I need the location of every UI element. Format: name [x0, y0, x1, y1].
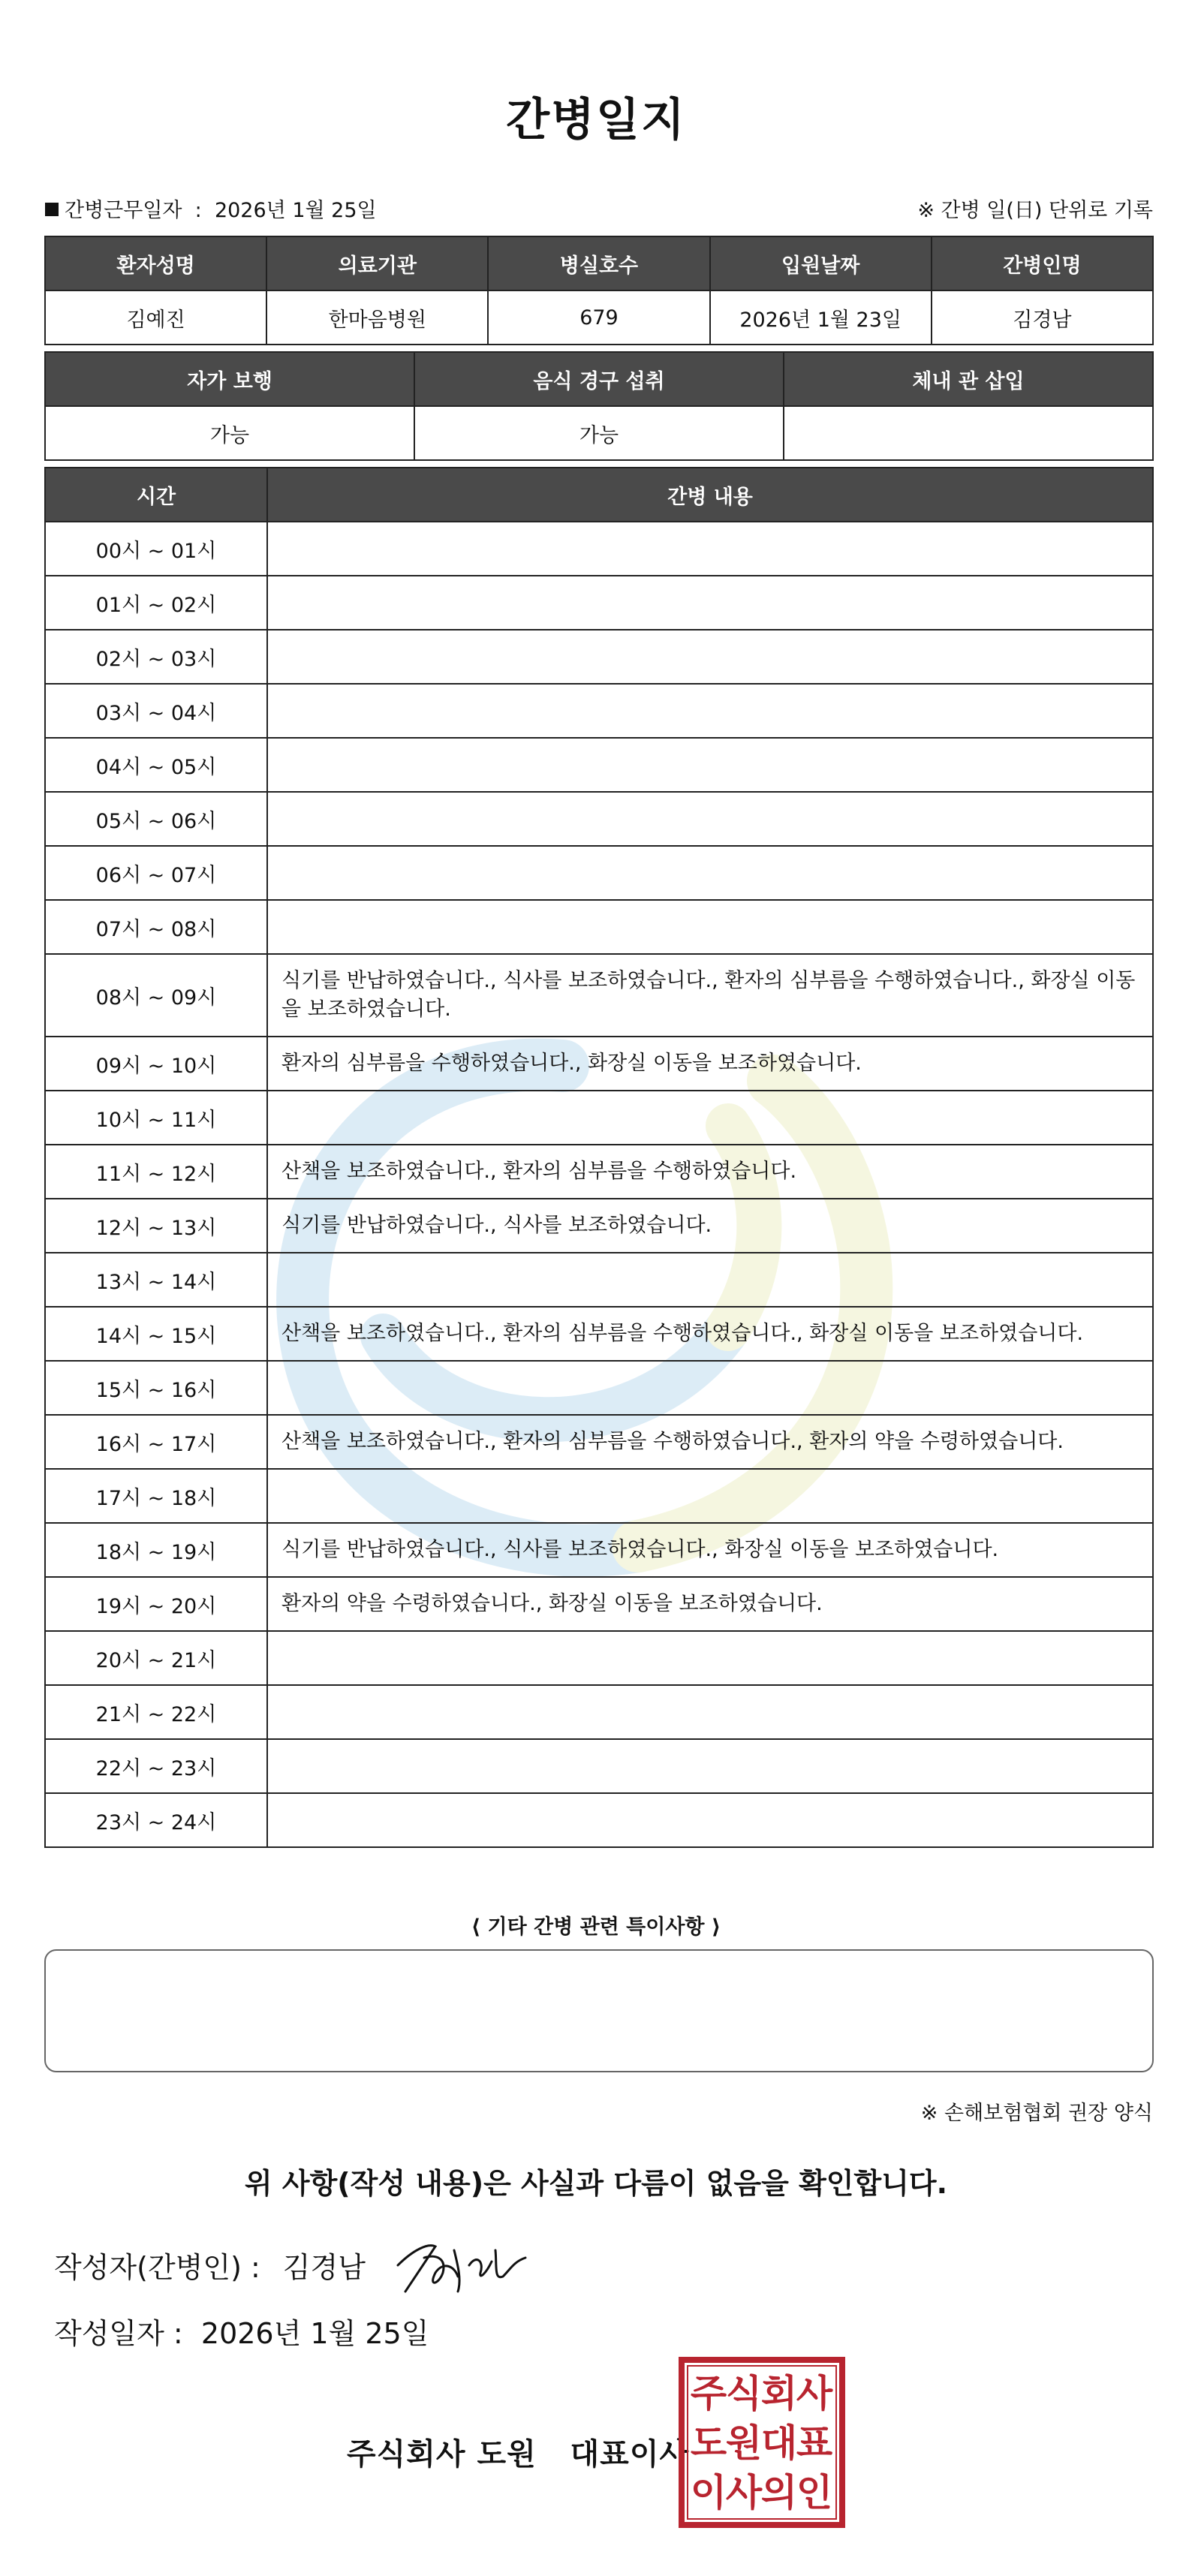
seal-char: 도: [690, 2421, 727, 2465]
care-content: 산책을 보조하였습니다., 환자의 심부름을 수행하였습니다., 화장실 이동을 보조하였습니다.: [267, 1307, 1153, 1361]
special-notes-title: ⟨ 기타 간병 관련 특이사항 ⟩: [471, 1915, 721, 1939]
care-content: [267, 738, 1153, 792]
writer-name: 김경남: [282, 2251, 366, 2284]
work-date: [45, 194, 377, 223]
table-row: [45, 684, 1153, 738]
header-oral-intake: 음식 경구 섭취: [414, 352, 784, 406]
bullet-square-icon: [45, 203, 59, 216]
care-content: [267, 1361, 1153, 1415]
admission-date: 2026년 1월 23일: [710, 290, 932, 345]
time-slot: 03시 ~ 04시: [45, 684, 267, 738]
table-row: [45, 290, 1153, 345]
seal-char: 회: [760, 2372, 798, 2415]
header-care-content: 간병 내용: [267, 468, 1153, 522]
table-row: [45, 1685, 1153, 1739]
table-row: [45, 1145, 1153, 1199]
seal-char: 원: [725, 2421, 763, 2465]
header-caregiver: 간병인명: [932, 236, 1153, 290]
time-slot: 04시 ~ 05시: [45, 738, 267, 792]
written-date-line: [54, 2310, 429, 2352]
care-content: [267, 1793, 1153, 1847]
work-date-value: 2026년 1월 25일: [214, 199, 377, 222]
work-date-label: 간병근무일자: [65, 199, 182, 222]
table-row: [45, 1307, 1153, 1361]
care-content: [267, 1091, 1153, 1145]
page-title: 간병일지: [506, 94, 686, 146]
care-content: 산책을 보조하였습니다., 환자의 심부름을 수행하였습니다., 환자의 약을 수령하였습니다.: [267, 1415, 1153, 1469]
care-content: 환자의 심부름을 수행하였습니다., 화장실 이동을 보조하였습니다.: [267, 1037, 1153, 1091]
table-row: [45, 846, 1153, 900]
header-self-walking: 자가 보행: [45, 352, 414, 406]
time-slot: 06시 ~ 07시: [45, 846, 267, 900]
seal-char: 인: [796, 2471, 833, 2514]
insurer-note: ※ 손해보험협회 권장 양식: [920, 2102, 1153, 2125]
time-slot: 21시 ~ 22시: [45, 1685, 267, 1739]
table-row: [45, 954, 1153, 1037]
header-room: 병실호수: [488, 236, 709, 290]
seal-char: 이: [690, 2471, 727, 2514]
table-row: [45, 522, 1153, 576]
seal-char: 의: [760, 2471, 798, 2514]
table-header-row: [45, 468, 1153, 522]
time-slot: 20시 ~ 21시: [45, 1631, 267, 1685]
written-date-value: 2026년 1월 25일: [200, 2317, 429, 2350]
writer-label: 작성자(간병인) :: [54, 2251, 260, 2284]
time-slot: 00시 ~ 01시: [45, 522, 267, 576]
table-row: [45, 1037, 1153, 1091]
oral-intake: 가능: [414, 406, 784, 460]
hospital: 한마음병원: [266, 290, 488, 345]
time-slot: 16시 ~ 17시: [45, 1415, 267, 1469]
time-slot: 11시 ~ 12시: [45, 1145, 267, 1199]
table-row: [45, 1361, 1153, 1415]
table-row: [45, 1793, 1153, 1847]
time-slot: 07시 ~ 08시: [45, 900, 267, 954]
care-content: [267, 630, 1153, 684]
care-content: [267, 522, 1153, 576]
table-row: [45, 1199, 1153, 1253]
tube-insertion: [784, 406, 1153, 460]
time-slot: 19시 ~ 20시: [45, 1577, 267, 1631]
header-patient-name: 환자성명: [45, 236, 266, 290]
care-log-table: [44, 467, 1154, 1848]
table-row: [45, 738, 1153, 792]
care-content: [267, 1739, 1153, 1793]
care-content: [267, 576, 1153, 630]
table-row: [45, 630, 1153, 684]
special-notes-box: [44, 1949, 1154, 2072]
work-date-sep: :: [194, 199, 202, 222]
seal-char: 대: [760, 2421, 798, 2465]
care-content: [267, 792, 1153, 846]
table-row: [45, 576, 1153, 630]
time-slot: 10시 ~ 11시: [45, 1091, 267, 1145]
care-content: [267, 1253, 1153, 1307]
time-slot: 18시 ~ 19시: [45, 1523, 267, 1577]
time-slot: 22시 ~ 23시: [45, 1739, 267, 1793]
time-slot: 02시 ~ 03시: [45, 630, 267, 684]
table-row: [45, 406, 1153, 460]
care-content: [267, 846, 1153, 900]
written-date-label: 작성일자 :: [54, 2317, 183, 2350]
confirmation-statement: 위 사항(작성 내용)은 사실과 다름이 없음을 확인합니다.: [244, 2167, 948, 2200]
time-slot: 08시 ~ 09시: [45, 954, 267, 1037]
patient-status-table: [44, 351, 1154, 461]
time-slot: 23시 ~ 24시: [45, 1793, 267, 1847]
time-slot: 12시 ~ 13시: [45, 1199, 267, 1253]
time-slot: 01시 ~ 02시: [45, 576, 267, 630]
caregiver-name: 김경남: [932, 290, 1153, 345]
seal-char: 식: [725, 2372, 763, 2415]
header-admission-date: 입원날짜: [710, 236, 932, 290]
table-row: [45, 1253, 1153, 1307]
table-row: [45, 1631, 1153, 1685]
company-representative: 주식회사 도원 대표이사: [347, 2437, 690, 2472]
care-content: 산책을 보조하였습니다., 환자의 심부름을 수행하였습니다.: [267, 1145, 1153, 1199]
self-walking: 가능: [45, 406, 414, 460]
table-row: [45, 1415, 1153, 1469]
table-row: [45, 1469, 1153, 1523]
header-tube-insertion: 체내 관 삽입: [784, 352, 1153, 406]
patient-info-table: [44, 236, 1154, 345]
care-content: 식기를 반납하였습니다., 식사를 보조하였습니다., 환자의 심부름을 수행하였습니다., 화장실 이동을 보조하였습니다.: [267, 954, 1153, 1037]
table-row: [45, 792, 1153, 846]
time-slot: 05시 ~ 06시: [45, 792, 267, 846]
care-content: [267, 1631, 1153, 1685]
care-content: [267, 900, 1153, 954]
record-unit-note: ※ 간병 일(日) 단위로 기록: [917, 199, 1153, 222]
care-content: 식기를 반납하였습니다., 식사를 보조하였습니다.: [267, 1199, 1153, 1253]
company-seal-icon: [677, 2355, 847, 2529]
seal-char: 사: [725, 2471, 763, 2514]
care-content: [267, 1469, 1153, 1523]
care-content: [267, 684, 1153, 738]
seal-char: 표: [796, 2421, 833, 2465]
seal-char: 사: [796, 2372, 833, 2415]
seal-char: 주: [690, 2372, 727, 2415]
table-header-row: [45, 236, 1153, 290]
writer-line: [54, 2244, 388, 2286]
table-row: [45, 900, 1153, 954]
table-row: [45, 1739, 1153, 1793]
time-slot: 15시 ~ 16시: [45, 1361, 267, 1415]
table-header-row: [45, 352, 1153, 406]
signature-icon: [383, 2220, 540, 2303]
care-content: 환자의 약을 수령하였습니다., 화장실 이동을 보조하였습니다.: [267, 1577, 1153, 1631]
table-row: [45, 1523, 1153, 1577]
header-hospital: 의료기관: [266, 236, 488, 290]
care-content: 식기를 반납하였습니다., 식사를 보조하였습니다., 화장실 이동을 보조하였습니다.: [267, 1523, 1153, 1577]
patient-name: 김예진: [45, 290, 266, 345]
care-content: [267, 1685, 1153, 1739]
time-slot: 14시 ~ 15시: [45, 1307, 267, 1361]
time-slot: 09시 ~ 10시: [45, 1037, 267, 1091]
table-row: [45, 1091, 1153, 1145]
time-slot: 13시 ~ 14시: [45, 1253, 267, 1307]
room-number: 679: [488, 290, 709, 345]
header-time: 시간: [45, 468, 267, 522]
time-slot: 17시 ~ 18시: [45, 1469, 267, 1523]
table-row: [45, 1577, 1153, 1631]
